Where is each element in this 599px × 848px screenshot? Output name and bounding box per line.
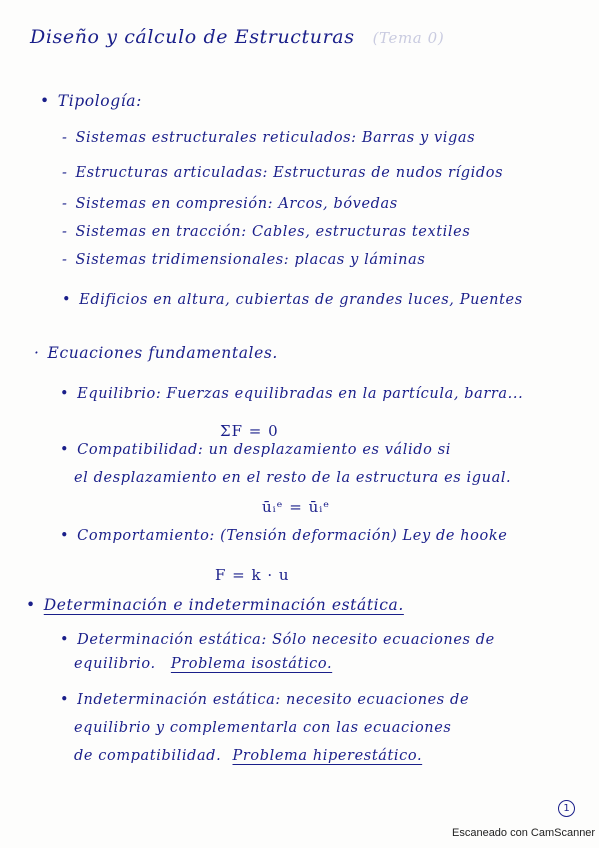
indeterminacion-line: • Indeterminación estática: necesito ecuaciones de [60, 692, 470, 708]
list-item: - Sistemas estructurales reticulados: Barras y vigas [62, 130, 476, 146]
list-item: - Sistemas en compresión: Arcos, bóvedas [62, 196, 398, 212]
equilibrio-line: • Equilibrio: Fuerzas equilibradas en la partícula, barra... [60, 386, 524, 402]
problema-isostatico: Problema isostático. [170, 656, 333, 672]
formula-sum-forces: ΣF = 0 [220, 422, 279, 440]
title-faint: (Tema 0) [372, 29, 445, 47]
title-main: Diseño y cálculo de Estructuras [30, 26, 355, 48]
list-item: - Estructuras articuladas: Estructuras de nudos rígidos [62, 165, 504, 181]
formula-displacement: ūᵢᵉ = ūᵢᵉ [262, 498, 331, 516]
page-title [30, 26, 444, 48]
list-item: - Sistemas tridimensionales: placas y láminas [62, 252, 426, 268]
compatibilidad-line: • Compatibilidad: un desplazamiento es válido si [60, 442, 451, 458]
list-item: - Sistemas en tracción: Cables, estructuras textiles [62, 224, 471, 240]
section-determinacion-heading: • Determinación e indeterminación estática. [26, 596, 404, 614]
scanner-footer: Escaneado con CamScanner [452, 827, 596, 839]
determinacion-line-2: equilibrio. Problema isostático. [74, 656, 333, 672]
section-tipologia-heading [40, 92, 142, 110]
indeterminacion-line-2: equilibrio y complementarla con las ecuaciones [74, 720, 452, 736]
page-number-badge: 1 [558, 800, 575, 817]
list-item: • Edificios en altura, cubiertas de grandes luces, Puentes [62, 292, 523, 308]
bullet: • [40, 92, 50, 110]
indeterminacion-line-3: de compatibilidad. Problema hiperestático. [74, 748, 423, 764]
section-ecuaciones-heading: · Ecuaciones fundamentales. [34, 344, 278, 362]
compatibilidad-line-2: el desplazamiento en el resto de la estructura es igual. [74, 470, 512, 486]
comportamiento-line: • Comportamiento: (Tensión deformación) Ley de hooke [60, 528, 508, 544]
problema-hiperestatico: Problema hiperestático. [232, 748, 423, 764]
formula-hooke: F = k · u [215, 566, 290, 584]
heading-text: Tipología: [57, 92, 142, 110]
determinacion-line: • Determinación estática: Sólo necesito ecuaciones de [60, 632, 495, 648]
